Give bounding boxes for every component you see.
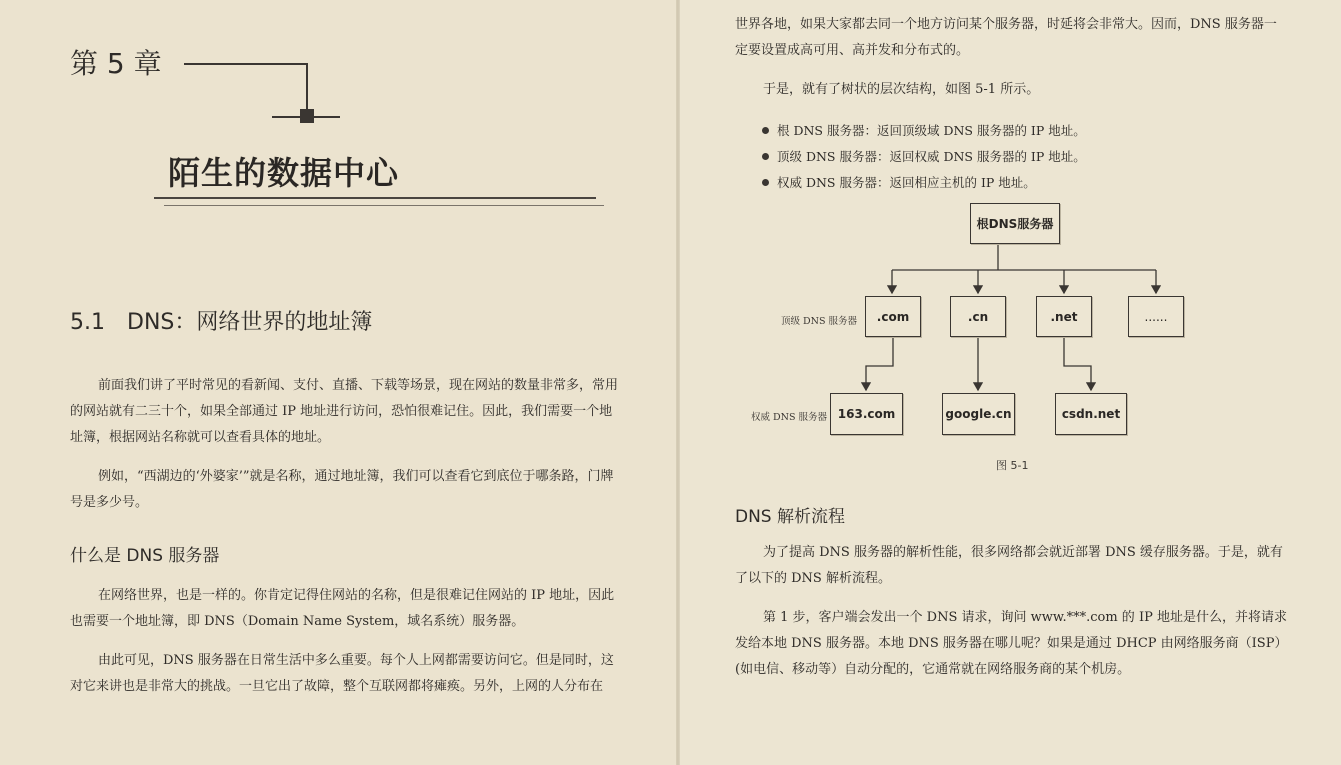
subheading: DNS 解析流程 — [735, 507, 846, 527]
paragraph: 第 1 步，客户端会发出一个 DNS 请求，询问 www.***.com 的 IP 地址是什么，并将请求发给本地 DNS 服务器。本地 DNS 服务器在哪儿呢？如果是通过 DHCP 由网络服务商（ISP）(如电信、移动等）自动分配的，它通常就在网络服务商的某个机房。 — [735, 610, 1287, 677]
list-item-text: 顶级 DNS 服务器：返回权威 DNS 服务器的 IP 地址。 — [777, 149, 1086, 164]
auth-163-box: 163.com — [830, 393, 903, 435]
auth-google-box: google.cn — [942, 393, 1015, 435]
root-dns-box: 根DNS服务器 — [970, 203, 1060, 244]
paragraph: 于是，就有了树状的层次结构，如图 5-1 所示。 — [763, 82, 1040, 97]
tld-cn-box: .cn — [950, 296, 1006, 337]
subheading: 什么是 DNS 服务器 — [70, 546, 220, 566]
list-item-text: 权威 DNS 服务器：返回相应主机的 IP 地址。 — [777, 175, 1036, 190]
paragraph: 世界各地，如果大家都去同一个地方访问某个服务器，时延将会非常大。因而，DNS 服务器一定要设置成高可用、高并发和分布式的。 — [735, 17, 1277, 58]
paragraph: 由此可见，DNS 服务器在日常生活中多么重要。每个人上网都需要访问它。但是同时，这对它来讲也是非常大的挑战。一旦它出了故障，整个互联网都将瘫痪。另外，上网的人分布在 — [70, 653, 614, 694]
paragraph: 在网络世界，也是一样的。你肯定记得住网站的名称，但是很难记住网站的 IP 地址，因此也需要一个地址簿，即 DNS（Domain Name System，域名系统）服务器。 — [70, 588, 615, 629]
chapter-title: 陌生的数据中心 — [168, 154, 400, 192]
paragraph: 例如，“西湖边的‘外婆家’”就是名称，通过地址簿，我们可以查看它到底位于哪条路，门牌号是多少号。 — [70, 469, 614, 510]
auth-level-label: 权威 DNS 服务器 — [751, 412, 827, 423]
tld-net-box: .net — [1036, 296, 1092, 337]
auth-csdn-box: csdn.net — [1055, 393, 1127, 435]
section-number: 5.1 — [70, 310, 105, 335]
figure-caption: 图 5-1 — [996, 459, 1029, 472]
section-title: DNS：网络世界的地址簿 — [127, 310, 373, 335]
list-item-text: 根 DNS 服务器：返回顶级域 DNS 服务器的 IP 地址。 — [777, 123, 1086, 138]
tld-com-box: .com — [865, 296, 921, 337]
tld-level-label: 顶级 DNS 服务器 — [781, 316, 857, 327]
paragraph: 为了提高 DNS 服务器的解析性能，很多网络都会就近部署 DNS 缓存服务器。于是，就有了以下的 DNS 解析流程。 — [735, 545, 1283, 586]
chapter-number: 第 5 章 — [70, 47, 162, 80]
paragraph: 前面我们讲了平时常见的看新闻、支付、直播、下载等场景，现在网站的数量非常多，常用的网站就有二三十个，如果全部通过 IP 地址进行访问，恐怕很难记住。因此，我们需要一个地址簿，根据网站名称就可以查看具体的地址。 — [70, 378, 619, 445]
tld-more-box: ...... — [1128, 296, 1184, 337]
